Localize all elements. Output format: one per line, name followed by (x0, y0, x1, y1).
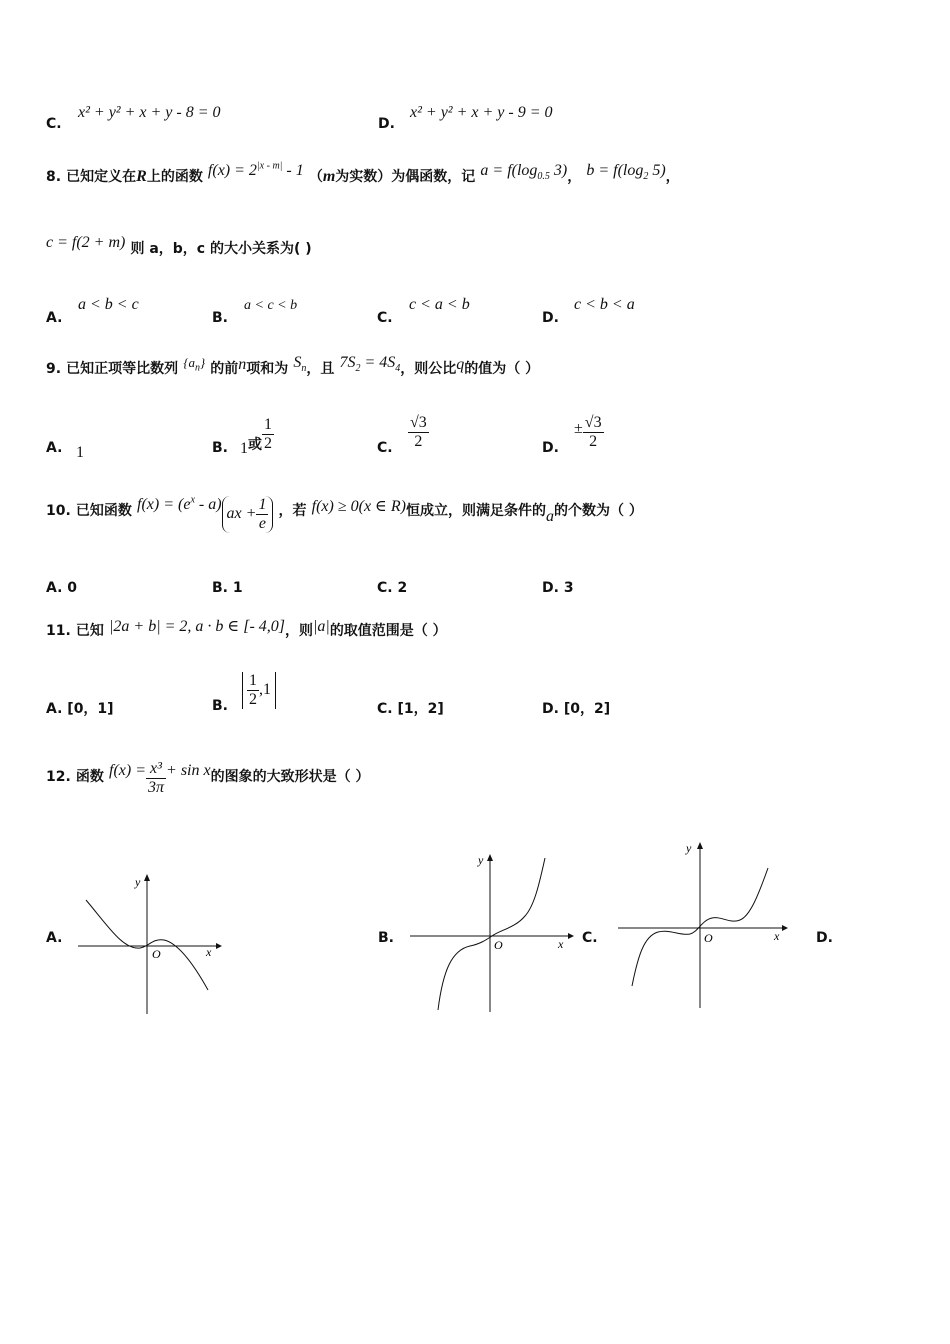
q10-option-d: D. 3 (542, 580, 574, 596)
q8-c-def: c = f(2 + m) (46, 234, 126, 251)
q11-number: 11. (46, 623, 71, 639)
q9-text-5: ，则公比 (400, 361, 457, 377)
q9-var-q: q (456, 356, 465, 373)
q12-graph-a (78, 868, 223, 1018)
q12-text-2: 的图象的大致形状是（ ） (210, 769, 370, 785)
q12-option-d-label: D. (816, 930, 833, 946)
q9-option-a-label: A. (46, 440, 63, 456)
graph-c-y-arrow (697, 842, 703, 849)
q8-option-a-label: A. (46, 310, 63, 326)
q10-number: 10. (46, 503, 71, 519)
q8-b-def: $b = f(\log_2$ 5) (586, 162, 666, 183)
q8-function: $f(x) = 2^{|x - m|} - 1$ (207, 160, 304, 179)
q8-option-b: a < c < b (244, 298, 298, 313)
graph-c-origin-label: O (704, 931, 713, 945)
q9-sum: $S_n$ (293, 354, 307, 375)
q11-options (46, 672, 746, 724)
q12-graph-b (410, 850, 575, 1015)
question-9 (46, 354, 540, 380)
q8-option-d-label: D. (542, 310, 559, 326)
q10-condition: f(x) ≥ 0(x ∈ R) (311, 498, 406, 515)
q9-text-3: 项和为 (246, 361, 289, 377)
q12-option-a-label: A. (46, 930, 63, 946)
q12-function-tail: + sin x (166, 762, 211, 779)
q11-text-3: 的取值范围是（ ） (329, 623, 447, 639)
q8-var-m: m (322, 168, 336, 185)
q10-var-a: a (546, 508, 554, 525)
graph-c-x-arrow (782, 925, 788, 931)
q12-option-b-label: B. (378, 930, 394, 946)
q10-option-a: A. 0 (46, 580, 78, 596)
graph-b-x-arrow (568, 933, 574, 939)
q9-text-4: ，且 (306, 361, 335, 377)
graph-c-x-label: x (774, 929, 780, 943)
q11-text-1: 已知 (75, 623, 104, 639)
question-12 (46, 760, 369, 810)
q12-fraction: $\frac{\text{x³}}{3\pi}$ (148, 760, 165, 796)
q12-option-c-label: C. (582, 930, 598, 946)
q9-option-c: $\frac{√3}{2}$ (410, 414, 427, 450)
q8-text-2: 上的函数 (146, 169, 203, 185)
q8-set-r: R (136, 168, 147, 185)
q11-option-b: $\frac{1}{2}$ ,1 (242, 672, 276, 709)
q12-graph-c (618, 836, 790, 1011)
q11-option-a: A. [0，1] (46, 701, 114, 717)
graph-b-y-label: y (478, 853, 484, 867)
q10-text-2: ，若 (278, 503, 307, 519)
q8-number: 8. (46, 169, 62, 185)
q8-end: ， (665, 169, 680, 185)
q9-option-d-label: D. (542, 440, 559, 456)
q11-option-d: D. [0，2] (542, 701, 611, 717)
graph-c-y-label: y (686, 841, 692, 855)
q9-option-d: ± $\frac{√3}{2}$ (574, 414, 602, 450)
graph-a-y-label: y (135, 875, 141, 889)
graph-b-y-arrow (487, 854, 493, 861)
q10-text-4: 的个数为（ ） (554, 503, 643, 519)
q7-option-c-expr: x² + y² + x + y - 8 = 0 (78, 104, 221, 121)
q9-text-2: 的前 (210, 361, 239, 377)
q9-equation: $7S_2 = 4S_4$ (339, 354, 401, 375)
graph-a-y-arrow (144, 874, 150, 881)
q8-text-1: 已知定义在 (66, 169, 137, 185)
q11-option-c: C. [1，2] (377, 701, 444, 717)
q9-text-6: 的值为（ ） (464, 361, 540, 377)
q12-text-1: 函数 (75, 769, 104, 785)
question-8-line2 (46, 234, 312, 258)
q7-option-d-expr: x² + y² + x + y - 9 = 0 (410, 104, 553, 121)
q10-text-3: 恒成立，则满足条件的 (406, 503, 546, 519)
q8-option-c: c < a < b (409, 296, 470, 313)
question-10 (46, 496, 643, 542)
q11-condition: |2a + b| = 2, a · b ∈ [- 4,0] (109, 618, 286, 635)
graph-b-curve (438, 858, 545, 1010)
graph-a-x-label: x (206, 945, 212, 959)
q8-text-4: 为实数）为偶函数，记 (335, 169, 476, 185)
q10-option-b: B. 1 (212, 580, 243, 596)
q12-number: 12. (46, 769, 71, 785)
q9-option-b-label: B. (212, 440, 228, 456)
q10-function: $f(x) = (e^x - a)$ (137, 494, 222, 513)
q8-option-c-label: C. (377, 310, 393, 326)
graph-b-x-label: x (558, 937, 564, 951)
q9-options (46, 412, 746, 468)
q9-option-b: 1或 $\frac{1}{2}$ (240, 416, 272, 457)
q10-options (46, 580, 746, 604)
q8-a-def: $a = f(\log_{0.5}$ 3) (480, 162, 568, 183)
q9-option-c-label: C. (377, 440, 393, 456)
q10-option-c: C. 2 (377, 580, 408, 596)
q9-number: 9. (46, 361, 62, 377)
graph-a-x-arrow (216, 943, 222, 949)
q8-option-b-label: B. (212, 310, 228, 326)
q11-option-b-label: B. (212, 698, 228, 714)
q9-sequence: {an} (183, 355, 206, 374)
q7-option-c-label: C. (46, 116, 62, 132)
q8-sep: ， (567, 169, 582, 185)
q9-var-n: n (238, 356, 247, 373)
q7-option-d-label: D. (378, 116, 395, 132)
graph-b-origin-label: O (494, 938, 503, 952)
q9-option-a: 1 (76, 444, 84, 461)
q10-text-1: 已知函数 (75, 503, 132, 519)
q8-option-d: c < b < a (574, 296, 635, 313)
q8-options (46, 294, 746, 334)
question-11 (46, 620, 447, 640)
q8-text-line2: 则 a，b，c 的大小关系为( ) (130, 241, 312, 257)
q8-option-a: a < b < c (78, 296, 139, 313)
q9-text-1: 已知正项等比数列 (66, 361, 179, 377)
question-8-line1 (46, 160, 680, 188)
q8-paren-open: （ (308, 169, 323, 185)
q12-function-left: f(x) = (109, 762, 146, 779)
graph-a-origin-label: O (152, 947, 161, 961)
q11-abs-a: |a| (313, 618, 330, 635)
q11-text-2: ，则 (285, 623, 314, 639)
q10-paren-group: ax + $\frac{1}{e}$ (222, 496, 274, 533)
